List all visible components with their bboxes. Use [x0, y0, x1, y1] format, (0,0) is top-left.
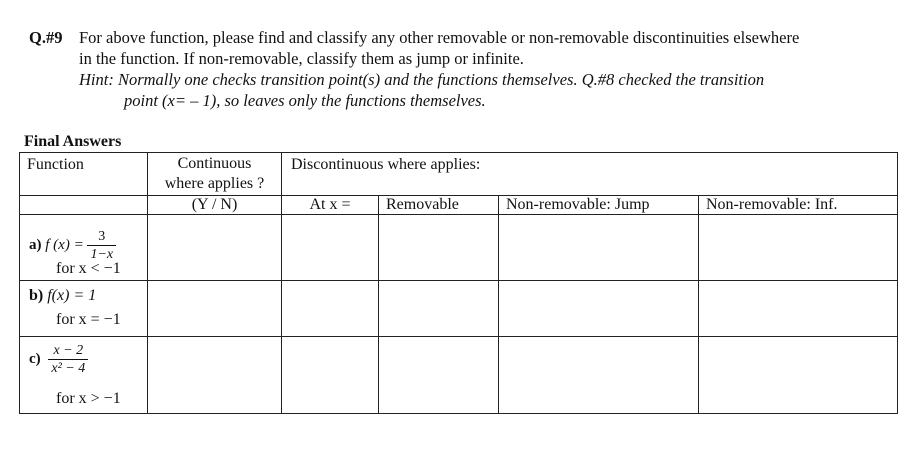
cell-c-jump[interactable] — [499, 337, 699, 414]
function-c-denominator: x² − 4 — [48, 359, 88, 377]
header-continuous — [148, 153, 282, 196]
function-cell-c — [20, 337, 148, 414]
cell-a-removable[interactable] — [379, 215, 499, 281]
header-at-x: At x = — [282, 196, 379, 215]
function-a-prefix: f (x) = — [45, 236, 84, 253]
cell-c-continuous[interactable] — [148, 337, 282, 414]
header-discontinuous: Discontinuous where applies: — [282, 153, 898, 196]
header-function: Function — [20, 153, 148, 196]
function-c-numerator: x − 2 — [53, 343, 84, 358]
function-cell-a — [20, 215, 148, 281]
answers-table — [19, 152, 898, 414]
function-a-denominator: 1−x — [87, 245, 116, 263]
table-row-a — [20, 215, 898, 281]
header-row-1 — [20, 153, 898, 196]
header-jump: Non-removable: Jump — [499, 196, 699, 215]
header-removable: Removable — [379, 196, 499, 215]
row-label-a: a) — [29, 236, 42, 253]
hint-line-2: point (x= – 1), so leaves only the functions themselves. — [124, 91, 486, 110]
function-a-numerator: 3 — [98, 229, 106, 244]
function-c-fraction — [48, 342, 88, 377]
header-infinite: Non-removable: Inf. — [699, 196, 898, 215]
cell-b-removable[interactable] — [379, 281, 499, 337]
cell-a-continuous[interactable] — [148, 215, 282, 281]
cell-b-jump[interactable] — [499, 281, 699, 337]
cell-c-removable[interactable] — [379, 337, 499, 414]
cell-b-continuous[interactable] — [148, 281, 282, 337]
header-continuous-line-1: Continuous — [177, 155, 252, 172]
cell-c-at-x[interactable] — [282, 337, 379, 414]
function-a-condition: for x < −1 — [56, 260, 121, 277]
function-c-condition: for x > −1 — [56, 390, 121, 407]
cell-a-at-x[interactable] — [282, 215, 379, 281]
function-cell-b — [20, 281, 148, 337]
question-number: Q.#9 — [29, 28, 63, 47]
question-text-2: in the function. If non-removable, classify them as jump or infinite. — [79, 49, 524, 68]
function-c-expression — [29, 342, 88, 377]
header-yn: (Y / N) — [148, 196, 282, 215]
question-line-1 — [29, 27, 909, 48]
cell-b-at-x[interactable] — [282, 281, 379, 337]
cell-c-infinite[interactable] — [699, 337, 898, 414]
table-row-b — [20, 281, 898, 337]
function-b-expression — [29, 287, 96, 305]
cell-b-infinite[interactable] — [699, 281, 898, 337]
function-a-fraction — [87, 228, 116, 263]
table-row-c — [20, 337, 898, 414]
function-b-condition: for x = −1 — [56, 311, 121, 328]
question-text-1: For above function, please find and classify any other removable or non-removable discontinuities elsewhere — [79, 28, 800, 47]
question-block — [29, 27, 909, 111]
row-label-c: c) — [29, 350, 41, 367]
cell-a-infinite[interactable] — [699, 215, 898, 281]
cell-a-jump[interactable] — [499, 215, 699, 281]
header-row-2 — [20, 196, 898, 215]
row-label-b: b) — [29, 287, 44, 304]
header-function-blank — [20, 196, 148, 215]
final-answers-title: Final Answers — [24, 133, 122, 150]
header-continuous-line-2: where applies ? — [164, 175, 265, 192]
function-b-text: f(x) = 1 — [47, 287, 97, 304]
hint-line-1: Hint: Normally one checks transition point(s) and the functions themselves. Q.#8 checked the transition — [79, 70, 765, 89]
function-a-expression — [29, 228, 116, 263]
